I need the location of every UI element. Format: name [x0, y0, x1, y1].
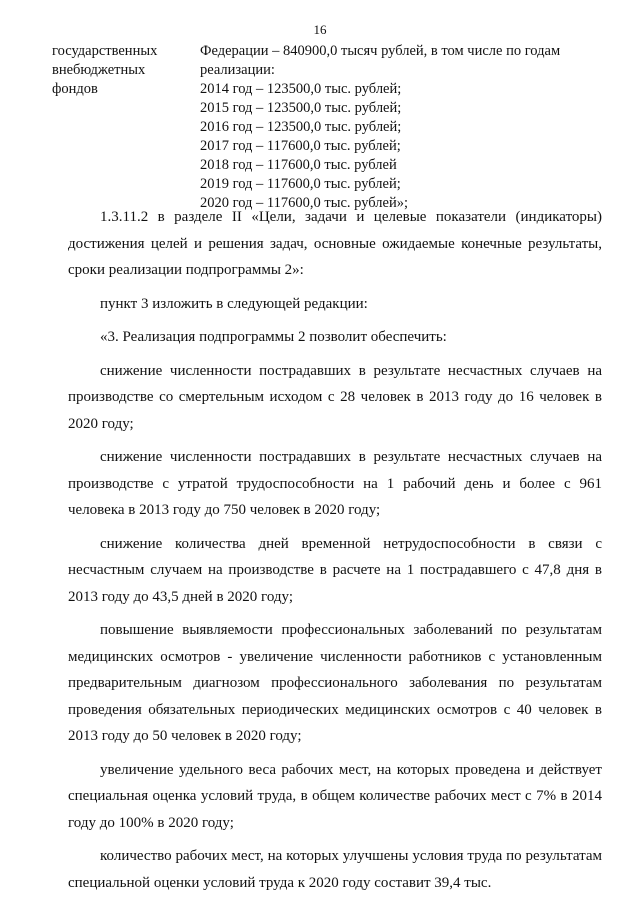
instruction-paragraph: пункт 3 изложить в следующей редакции: [100, 295, 368, 312]
indicator-paragraph: количество рабочих мест, на которых улучшены условия труда по результатам специальной оценки условий труда к 2020 году составит 39,4 тыс. [68, 848, 602, 891]
funding-line: Федерации – 840900,0 тысяч рублей, в том числе по годам [200, 43, 561, 59]
indicator-paragraph: снижение количества дней временной нетрудоспособности в связи с несчастным случаем на производстве в расчете на 1 пострадавшего с 47,8 дня в 2013 году до 43,5 дней в 2020 году; [68, 535, 602, 605]
funding-year-line: 2018 год – 117600,0 тыс. рублей [200, 157, 397, 173]
clause-intro-paragraph: «3. Реализация подпрограммы 2 позволит обеспечить: [100, 329, 447, 345]
funding-year-line: 2017 год – 117600,0 тыс. рублей; [200, 138, 401, 154]
funding-year-line: 2016 год – 123500,0 тыс. рублей; [200, 119, 402, 135]
funding-year-line: 2020 год – 117600,0 тыс. рублей»; [200, 195, 408, 211]
funding-year-line: 2015 год – 123500,0 тыс. рублей; [200, 100, 402, 116]
indicator-paragraph: снижение численности пострадавших в результате несчастных случаев на производстве с утратой трудоспособности на 1 рабочий день и более с 961 человека в 2013 году до 750 человек в 2020 году; [68, 449, 602, 518]
funding-line: реализации: [200, 62, 275, 78]
document-body [68, 204, 602, 896]
page-number: 16 [313, 22, 327, 37]
left-cell-line: государственных [52, 43, 158, 59]
section-heading-paragraph: 1.3.11.2 в разделе II «Цели, задачи и целевые показатели (индикаторы) достижения целей и решения задач, основные ожидаемые конечные результаты, сроки реализации подпрограммы 2»: [68, 209, 602, 278]
left-cell-line: внебюджетных [52, 62, 146, 78]
indicator-paragraph: снижение численности пострадавших в результате несчастных случаев на производстве со смертельным исходом с 28 человек в 2013 году до 16 человек в 2020 году; [68, 362, 602, 432]
left-cell-line: фондов [52, 81, 98, 97]
funding-year-line: 2019 год – 117600,0 тыс. рублей; [200, 176, 401, 192]
indicator-paragraph: увеличение удельного веса рабочих мест, на которых проведена и действует специальная оценка условий труда, в общем количестве рабочих мест с 7% в 2014 году до 100% в 2020 году; [68, 761, 602, 831]
table-right-column [200, 42, 620, 213]
funding-year-line: 2014 год – 123500,0 тыс. рублей; [200, 81, 402, 97]
indicator-paragraph: повышение выявляемости профессиональных заболеваний по результатам медицинских осмотров - увеличение численности работников с установленным предварительным диагнозом профессионального заболевания по результатам проведения обязательных периодических медицинских осмотров с 40 человек в 2013 году до 50 человек в 2020 году; [68, 622, 602, 744]
table-left-column [52, 42, 192, 99]
